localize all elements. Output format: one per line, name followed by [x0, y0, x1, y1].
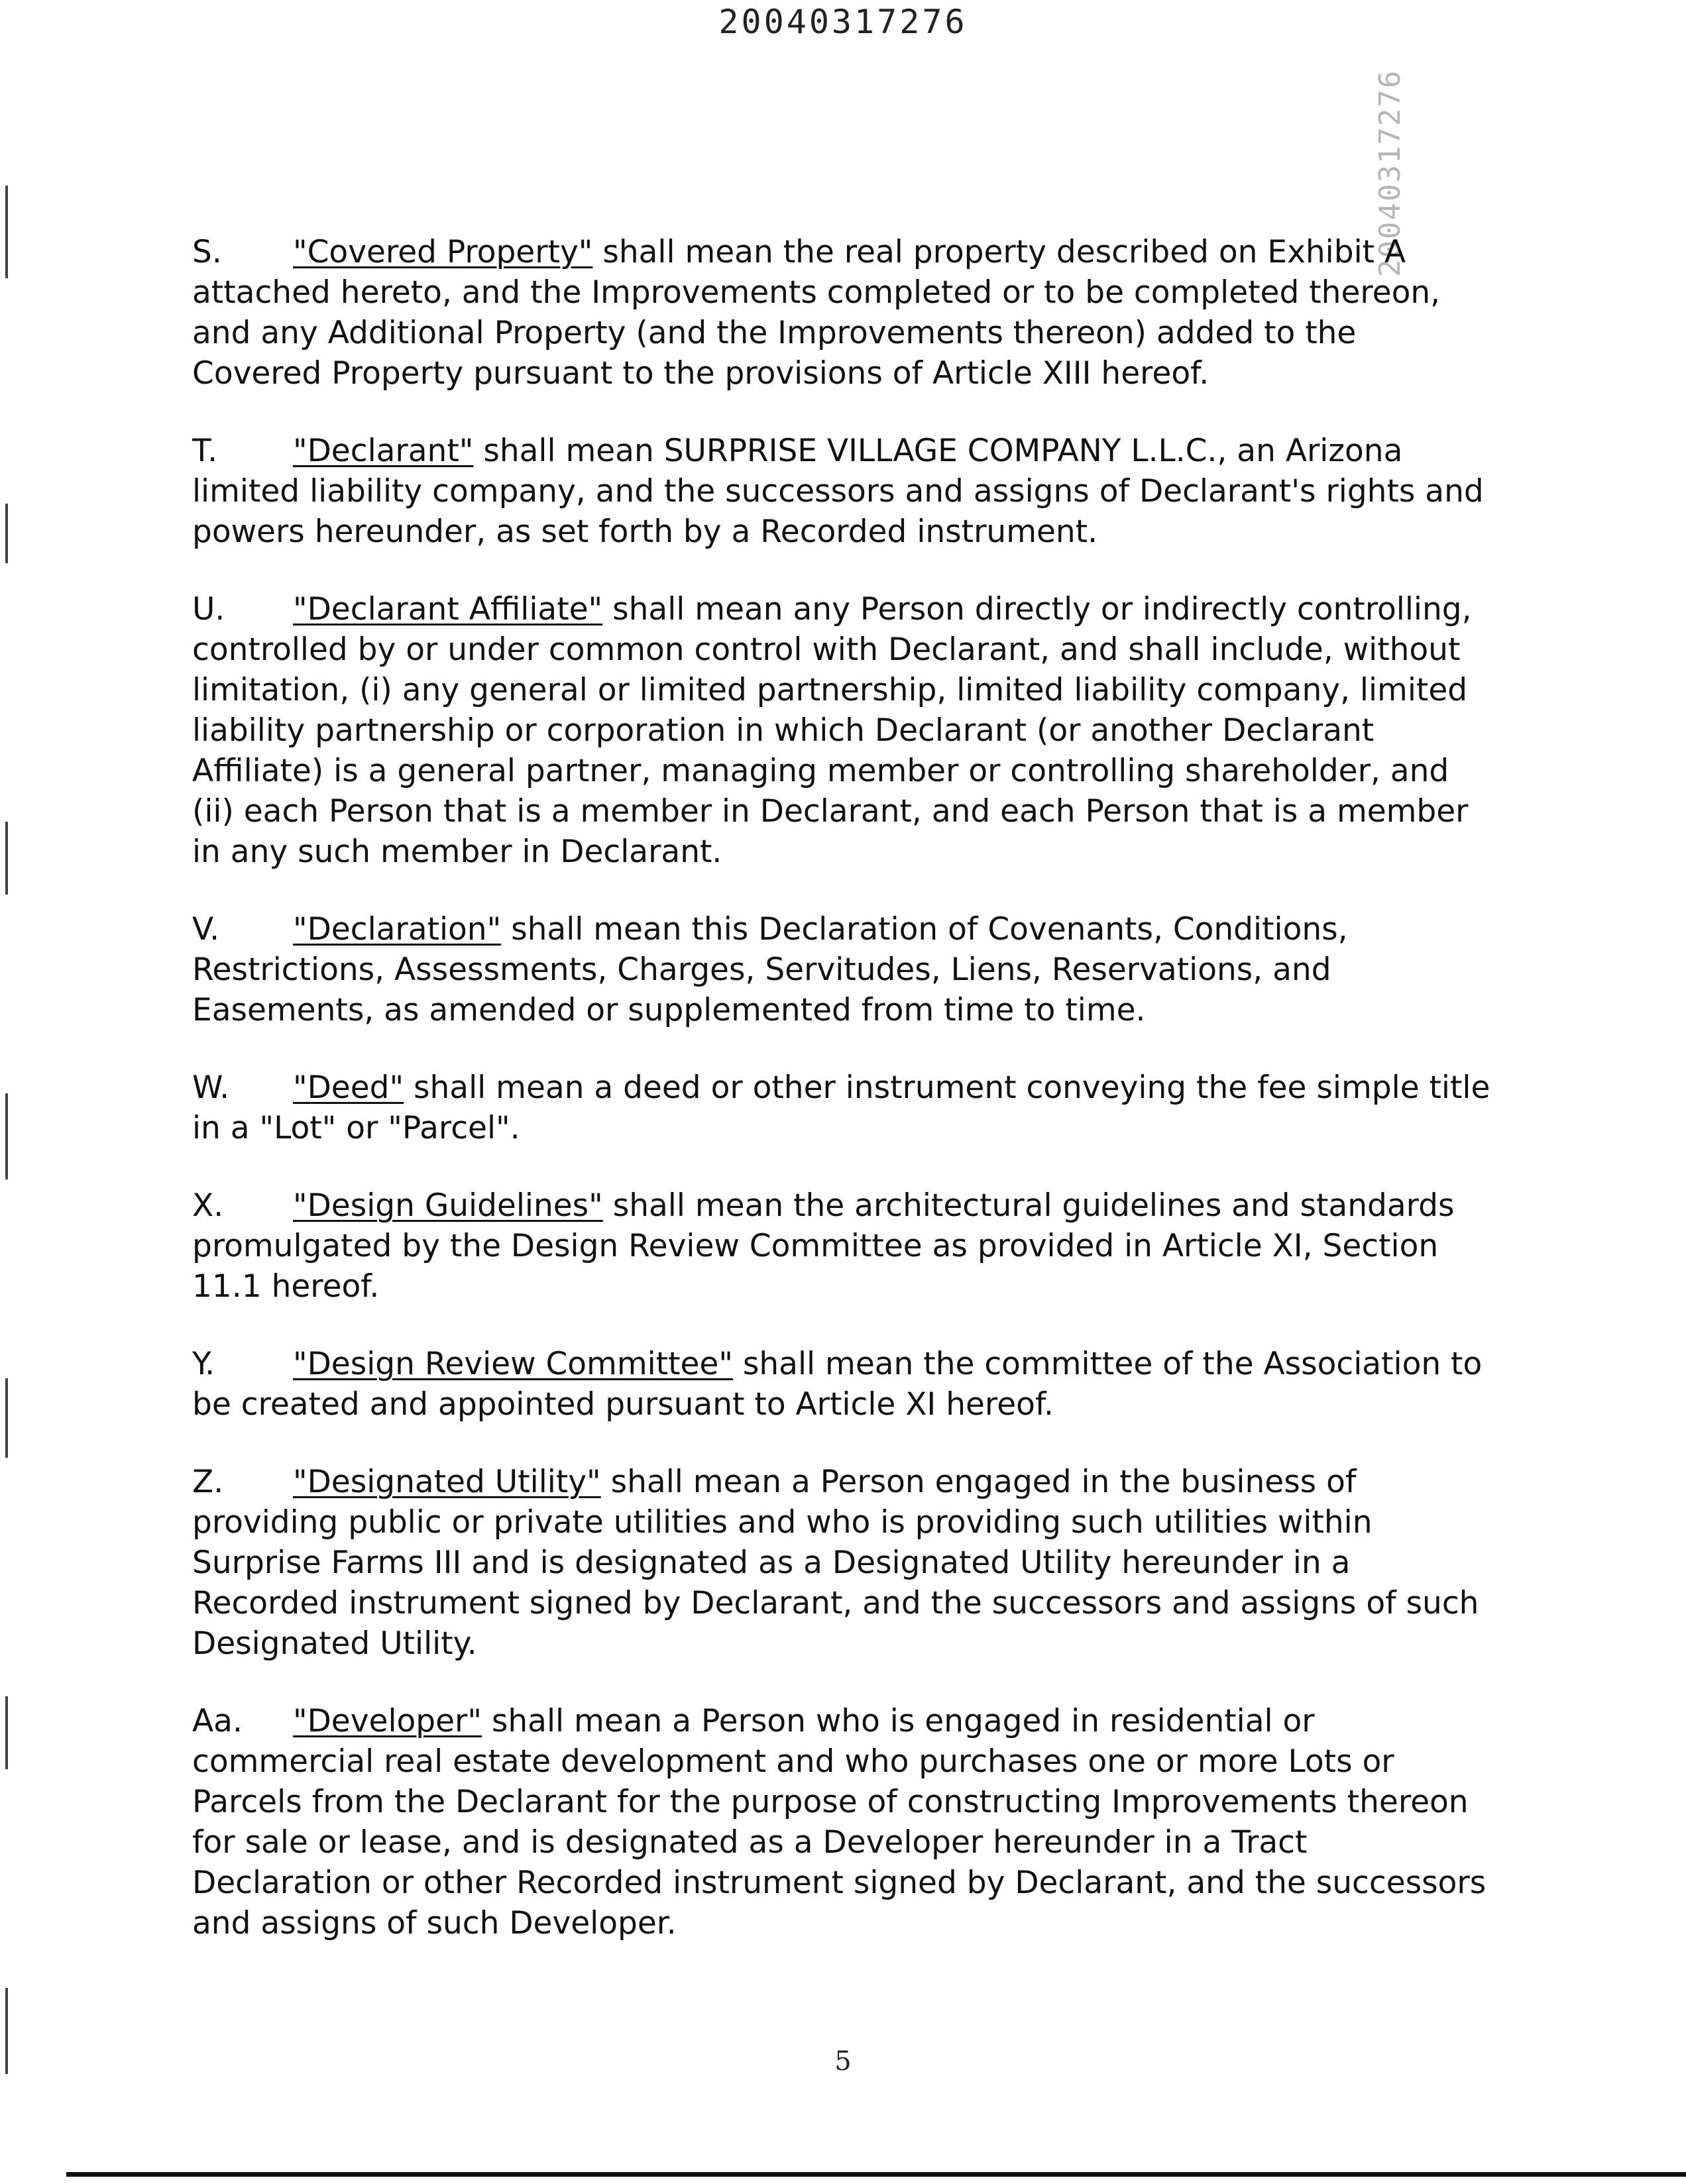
definition-term: "Developer": [293, 1703, 482, 1739]
scan-edge-mark: [5, 1696, 8, 1769]
definition-paragraph: [192, 589, 1491, 872]
definition-text: shall mean the committee of the Association to be created and appointed pursuant to Article XI hereof.: [192, 1346, 1483, 1423]
definition-paragraph: [192, 1344, 1491, 1425]
scan-edge-mark: [5, 1093, 8, 1179]
definition-text: shall mean a Person engaged in the business of providing public or private utilities and who is providing such utilities within Surprise Farms III and is designated as a Designated Utility hereunder in a Recorded instrument signed by Declarant, and the successors and assigns of such Designated Utility.: [192, 1464, 1479, 1662]
definition-paragraph: [192, 1067, 1491, 1148]
definition-letter: U.: [192, 591, 225, 628]
definition-letter: W.: [192, 1069, 230, 1106]
definition-term: "Declarant": [293, 433, 474, 469]
definition-letter: X.: [192, 1187, 224, 1224]
definition-letter: Z.: [192, 1464, 224, 1500]
definition-term: "Covered Property": [293, 234, 593, 270]
definitions-list: [192, 232, 1491, 1981]
definition-paragraph: [192, 232, 1491, 394]
definition-term: "Designated Utility": [293, 1464, 601, 1500]
definition-paragraph: [192, 431, 1491, 552]
scan-edge-mark: [5, 1378, 8, 1458]
definition-text: shall mean any Person directly or indirectly controlling, controlled by or under common control with Declarant, and shall include, without limitation, (i) any general or limited partnership, limited liability company, limited liability partnership or corporation in which Declarant (or another Declarant Affiliate) is a general partner, managing member or controlling shareholder, and (ii) each Person that is a member in Declarant, and each Person that is a member in any such member in Declarant.: [192, 591, 1472, 870]
scan-edge-mark: [5, 822, 8, 895]
definition-term: "Declaration": [293, 911, 502, 948]
definition-term: "Deed": [293, 1069, 404, 1106]
bottom-rule: [66, 2172, 1686, 2177]
definition-text: shall mean the architectural guidelines and standards promulgated by the Design Review Committee as provided in Article XI, Section 11.1 hereof.: [192, 1187, 1455, 1305]
definition-paragraph: [192, 909, 1491, 1030]
definition-letter: T.: [192, 433, 218, 469]
scan-edge-mark: [5, 504, 8, 563]
definition-term: "Design Review Committee": [293, 1346, 733, 1382]
definition-letter: Aa.: [192, 1703, 243, 1739]
definition-paragraph: [192, 1185, 1491, 1307]
definition-letter: V.: [192, 911, 220, 948]
definition-letter: Y.: [192, 1346, 215, 1382]
definition-letter: S.: [192, 234, 222, 270]
definition-paragraph: [192, 1462, 1491, 1664]
side-stamp: 20040317276: [1373, 69, 1407, 277]
scan-edge-mark: [5, 186, 8, 278]
definition-text: shall mean a deed or other instrument conveying the fee simple title in a "Lot" or "Parcel".: [192, 1069, 1490, 1146]
definition-paragraph: [192, 1701, 1491, 1943]
page-number: 5: [834, 2046, 852, 2077]
definition-term: "Declarant Affiliate": [293, 591, 603, 628]
definition-text: shall mean this Declaration of Covenants, Conditions, Restrictions, Assessments, Charges, Servitudes, Liens, Reservations, and Easements, as amended or supplemented from time to time.: [192, 911, 1348, 1028]
definition-term: "Design Guidelines": [293, 1187, 603, 1224]
definition-text: shall mean SURPRISE VILLAGE COMPANY L.L.C., an Arizona limited liability company, and the successors and assigns of Declarant's rights and powers hereunder, as set forth by a Recorded instrument.: [192, 433, 1484, 550]
document-number: 20040317276: [718, 3, 968, 41]
definition-text: shall mean a Person who is engaged in residential or commercial real estate development and who purchases one or more Lots or Parcels from the Declarant for the purpose of constructing Improvements thereon for sale or lease, and is designated as a Developer hereunder in a Tract Declaration or other Recorded instrument signed by Declarant, and the successors and assigns of such Developer.: [192, 1703, 1487, 1941]
definition-text: shall mean the real property described on Exhibit A attached hereto, and the Improvements completed or to be completed thereon, and any Additional Property (and the Improvements thereon) added to the Covered Property pursuant to the provisions of Article XIII hereof.: [192, 234, 1441, 392]
